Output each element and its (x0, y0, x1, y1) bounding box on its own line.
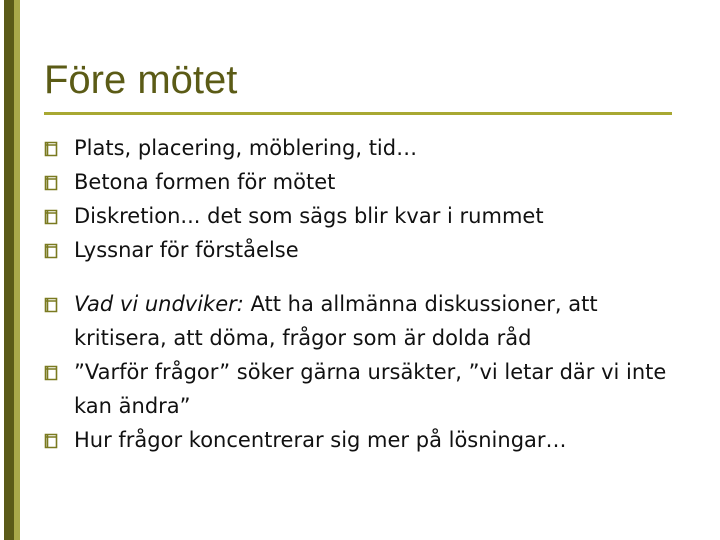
bullet-italic-lead: Vad vi undviker: (74, 292, 244, 316)
bullet-text: Diskretion... det som sägs blir kvar i rummet (74, 204, 544, 228)
bullet-list (44, 131, 694, 457)
square-bullet-icon (44, 209, 58, 225)
bullet-item-undviker (44, 287, 694, 355)
bullet-item-diskretion (44, 199, 694, 233)
bullet-text: Att ha allmänna diskussioner, att kritisera, att döma, frågor som är dolda råd (74, 292, 598, 350)
left-accent-bar-light (14, 0, 20, 540)
bullet-item-lyssnar (44, 233, 694, 267)
square-bullet-icon (44, 433, 58, 449)
bullet-item-betona (44, 165, 694, 199)
bullet-text: Lyssnar för förståelse (74, 238, 299, 262)
bullet-text: ”Varför frågor” söker gärna ursäkter, ”vi letar där vi inte kan ändra” (74, 360, 667, 418)
bullet-text: Hur frågor koncentrerar sig mer på lösningar… (74, 428, 567, 452)
square-bullet-icon (44, 243, 58, 259)
slide-title: Före mötet (44, 58, 238, 102)
bullet-item-plats (44, 131, 694, 165)
square-bullet-icon (44, 365, 58, 381)
bullet-text: Betona formen för mötet (74, 170, 336, 194)
bullet-item-hur (44, 423, 694, 457)
bullet-item-varfor (44, 355, 694, 423)
square-bullet-icon (44, 297, 58, 313)
left-accent-bar-dark (4, 0, 14, 540)
title-underline (44, 112, 672, 115)
square-bullet-icon (44, 141, 58, 157)
bullet-text: Plats, placering, möblering, tid… (74, 136, 418, 160)
square-bullet-icon (44, 175, 58, 191)
